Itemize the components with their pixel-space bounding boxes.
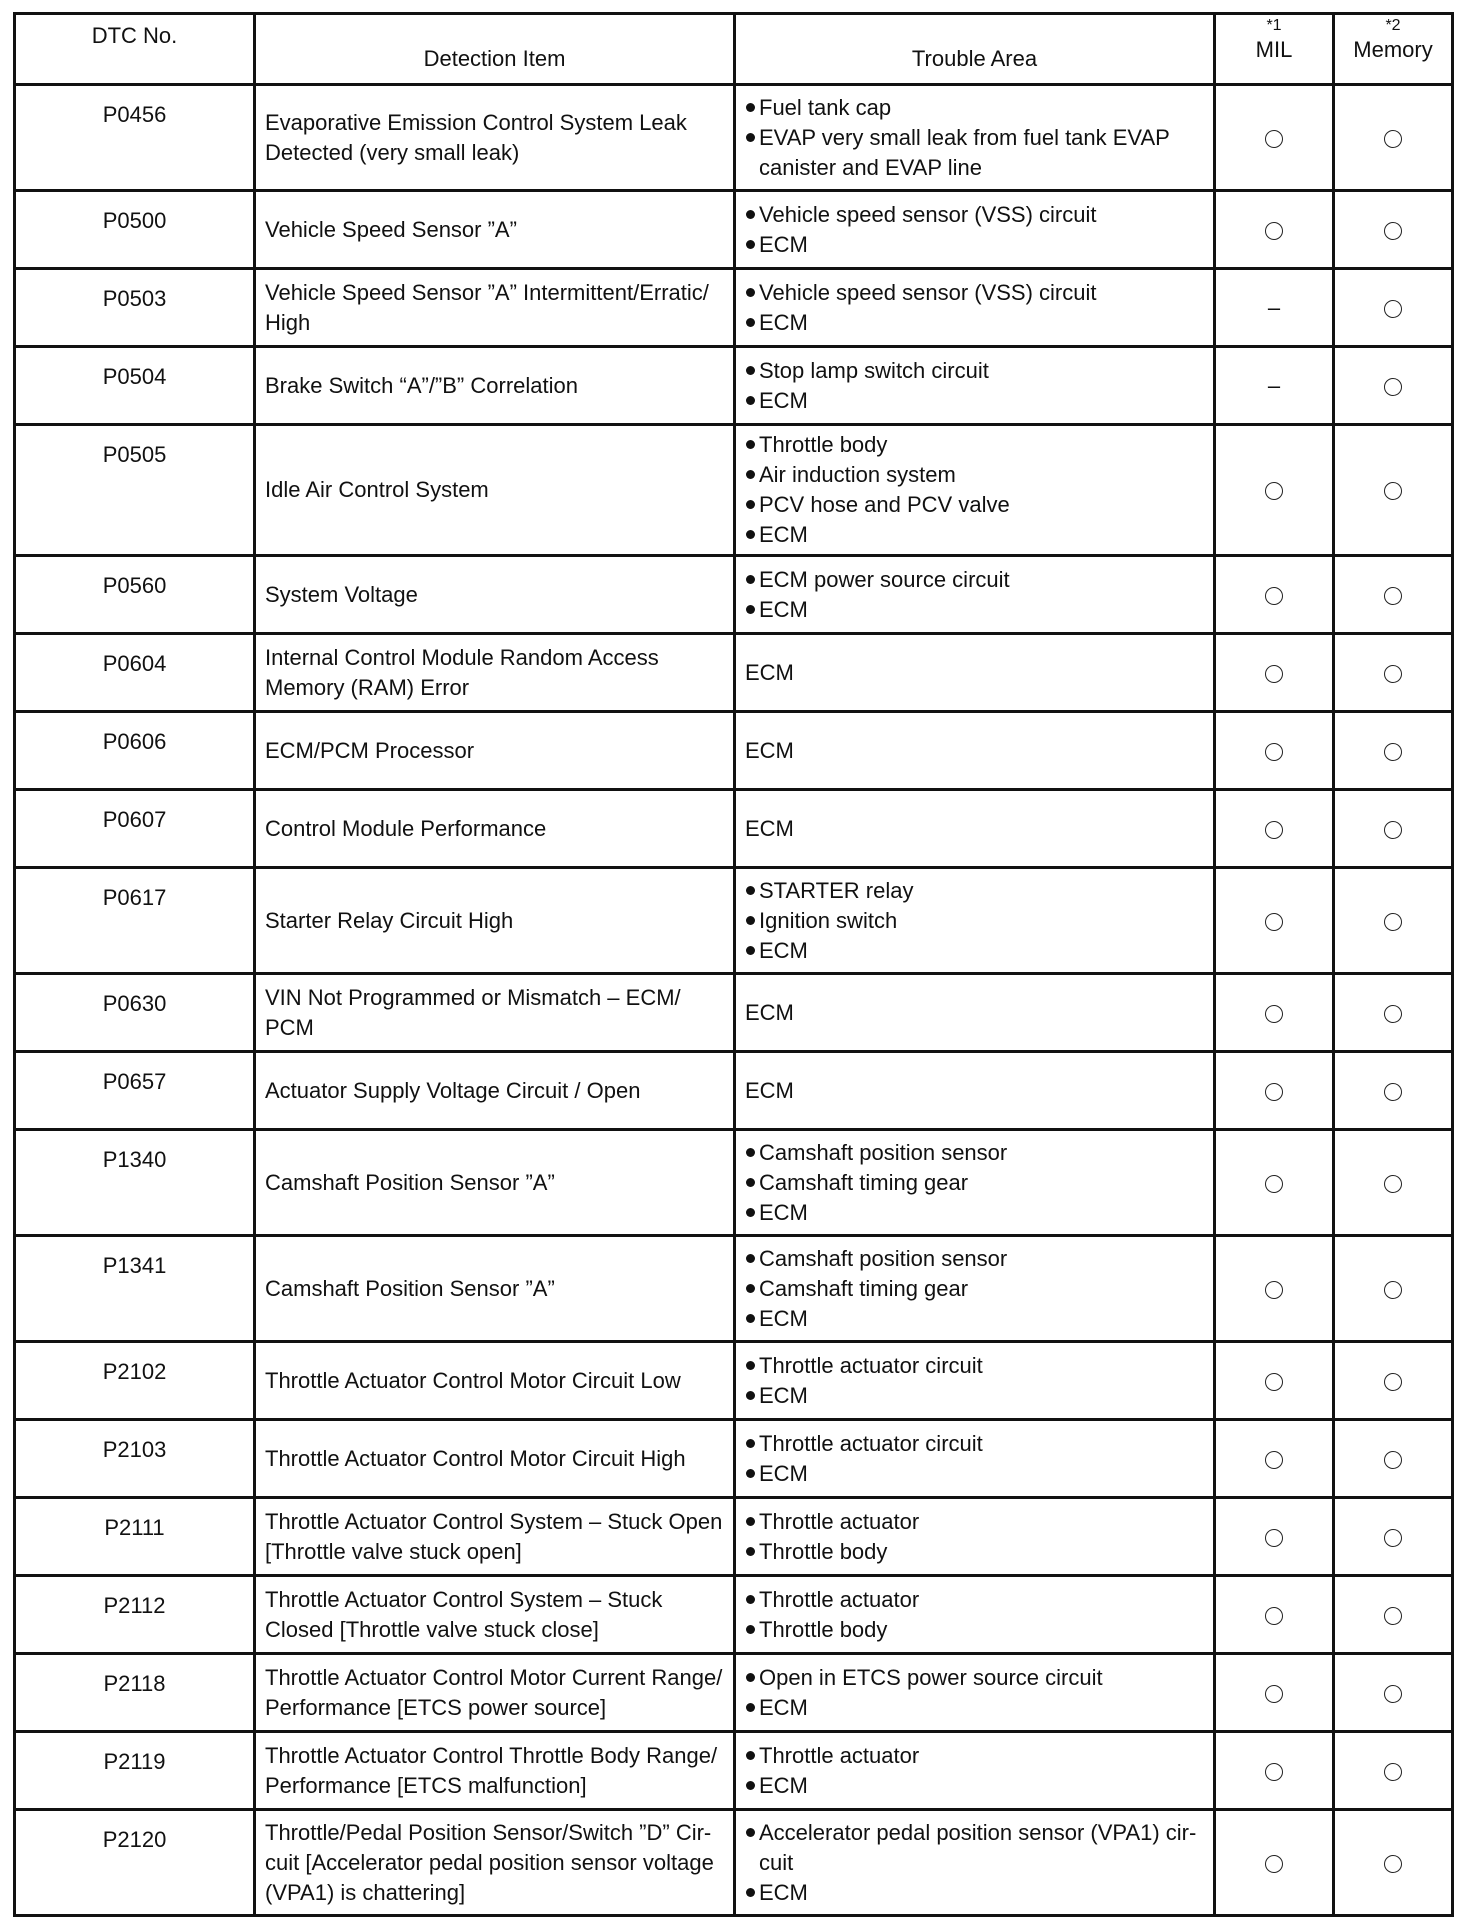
mil-cell [1215,1052,1334,1130]
trouble-area-item: ECM [745,595,1205,625]
trouble-area-item: Stop lamp switch circuit [745,356,1205,386]
trouble-area [735,1732,1215,1810]
detection-item: Throttle/Pedal Position Sensor/Switch ”D” Cir- cuit [Accelerator pedal position sensor voltage (VPA1) is chattering] [255,1810,735,1916]
trouble-area: ECM [735,712,1215,790]
dtc-table [13,12,1454,1917]
table-row [15,974,1453,1052]
dtc-code: P2119 [15,1732,255,1810]
memory-cell [1334,556,1453,634]
table-row [15,1420,1453,1498]
trouble-area-list [745,93,1205,183]
memory-circle-icon [1384,821,1402,839]
trouble-area [735,1342,1215,1420]
trouble-area-item: Air induction system [745,460,1205,490]
header-row [15,14,1453,85]
trouble-area: ECM [735,974,1215,1052]
mil-cell [1215,556,1334,634]
trouble-area-list [745,1507,1205,1567]
memory-cell [1334,1420,1453,1498]
mil-cell [1215,634,1334,712]
mil-label: MIL [1255,37,1293,62]
memory-cell [1334,868,1453,974]
detection-item: ECM/PCM Processor [255,712,735,790]
header-memory [1334,14,1453,85]
mil-circle-icon [1265,1175,1283,1193]
mil-circle-icon [1265,482,1283,500]
trouble-area-item: ECM [745,1693,1205,1723]
dtc-code: P2118 [15,1654,255,1732]
trouble-area-item: ECM [745,936,1205,966]
mil-cell [1215,1420,1334,1498]
header-trouble-area: Trouble Area [735,14,1215,85]
trouble-area [735,1236,1215,1342]
mil-dash: – [1267,294,1281,320]
mil-cell [1215,1498,1334,1576]
table-row [15,1732,1453,1810]
dtc-code: P0630 [15,974,255,1052]
table-row [15,425,1453,556]
memory-cell [1334,347,1453,425]
memory-footnote-mark: *2 [1385,17,1401,34]
header-mil [1215,14,1334,85]
detection-item: Evaporative Emission Control System Leak Detected (very small leak) [255,85,735,191]
trouble-area-item: ECM [745,1878,1205,1908]
mil-cell [1215,269,1334,347]
mil-circle-icon [1265,665,1283,683]
memory-cell [1334,1052,1453,1130]
memory-cell [1334,712,1453,790]
trouble-area-item: EVAP very small leak from fuel tank EVAP canister and EVAP line [745,123,1205,183]
trouble-area-item: ECM [745,230,1205,260]
memory-circle-icon [1384,1855,1402,1873]
memory-circle-icon [1384,665,1402,683]
dtc-code: P0500 [15,191,255,269]
trouble-area-item: Fuel tank cap [745,93,1205,123]
detection-item: Idle Air Control System [255,425,735,556]
table-row [15,1498,1453,1576]
trouble-area-list [745,278,1205,338]
mil-cell [1215,1654,1334,1732]
mil-cell [1215,85,1334,191]
dtc-code: P0617 [15,868,255,974]
memory-circle-icon [1384,1607,1402,1625]
memory-cell [1334,790,1453,868]
trouble-area: ECM [735,1052,1215,1130]
table-row [15,347,1453,425]
trouble-area [735,1576,1215,1654]
memory-cell [1334,1810,1453,1916]
memory-circle-icon [1384,1281,1402,1299]
trouble-area-item: Throttle actuator [745,1585,1205,1615]
dtc-code: P2120 [15,1810,255,1916]
table-row [15,191,1453,269]
mil-footnote-mark: *1 [1266,17,1282,34]
memory-circle-icon [1384,1685,1402,1703]
detection-item: Internal Control Module Random Access Memory (RAM) Error [255,634,735,712]
trouble-area-item: Camshaft position sensor [745,1138,1205,1168]
trouble-area-item: Accelerator pedal position sensor (VPA1) cir- cuit [745,1818,1205,1878]
header-dtc: DTC No. [15,14,255,85]
memory-cell [1334,974,1453,1052]
trouble-area-item: Camshaft timing gear [745,1274,1205,1304]
trouble-area [735,1654,1215,1732]
trouble-area-list [745,1663,1205,1723]
mil-circle-icon [1265,1083,1283,1101]
trouble-area [735,1130,1215,1236]
memory-cell [1334,634,1453,712]
mil-circle-icon [1265,587,1283,605]
trouble-area-list [745,200,1205,260]
dtc-code: P0604 [15,634,255,712]
trouble-area-item: Throttle actuator circuit [745,1429,1205,1459]
detection-item: Brake Switch “A”/”B” Correlation [255,347,735,425]
trouble-area-list [745,356,1205,416]
memory-circle-icon [1384,587,1402,605]
detection-item: Starter Relay Circuit High [255,868,735,974]
memory-circle-icon [1384,1529,1402,1547]
mil-cell [1215,974,1334,1052]
table-row [15,1576,1453,1654]
trouble-area-list [745,1818,1205,1908]
table-row [15,1654,1453,1732]
table-row [15,1236,1453,1342]
table-row [15,269,1453,347]
detection-item: Throttle Actuator Control System – Stuck Open [Throttle valve stuck open] [255,1498,735,1576]
memory-cell [1334,85,1453,191]
trouble-area-item: Vehicle speed sensor (VSS) circuit [745,200,1205,230]
mil-circle-icon [1265,1763,1283,1781]
memory-cell [1334,1236,1453,1342]
mil-cell [1215,1342,1334,1420]
table-row [15,712,1453,790]
trouble-area-item: Camshaft position sensor [745,1244,1205,1274]
mil-dash: – [1267,372,1281,398]
memory-circle-icon [1384,1005,1402,1023]
memory-cell [1334,1732,1453,1810]
trouble-area-item: ECM [745,520,1205,550]
memory-circle-icon [1384,913,1402,931]
trouble-area [735,347,1215,425]
dtc-code: P0503 [15,269,255,347]
mil-cell [1215,191,1334,269]
trouble-area [735,191,1215,269]
trouble-area-item: ECM [745,386,1205,416]
trouble-area-item: Ignition switch [745,906,1205,936]
memory-circle-icon [1384,222,1402,240]
dtc-code: P0657 [15,1052,255,1130]
mil-cell [1215,1236,1334,1342]
table-row [15,868,1453,974]
mil-cell [1215,347,1334,425]
dtc-code: P0504 [15,347,255,425]
detection-item: Throttle Actuator Control System – Stuck Closed [Throttle valve stuck close] [255,1576,735,1654]
trouble-area-list [745,1138,1205,1228]
trouble-area [735,556,1215,634]
detection-item: Control Module Performance [255,790,735,868]
table-row [15,1342,1453,1420]
trouble-area [735,868,1215,974]
mil-cell [1215,1732,1334,1810]
memory-circle-icon [1384,1175,1402,1193]
detection-item: Throttle Actuator Control Motor Circuit High [255,1420,735,1498]
mil-circle-icon [1265,1607,1283,1625]
mil-cell [1215,1130,1334,1236]
trouble-area-item: ECM [745,1459,1205,1489]
memory-label: Memory [1353,37,1433,62]
mil-circle-icon [1265,1451,1283,1469]
mil-cell [1215,425,1334,556]
trouble-area-item: Throttle actuator [745,1507,1205,1537]
trouble-area-list [745,1429,1205,1489]
mil-circle-icon [1265,130,1283,148]
dtc-code: P0456 [15,85,255,191]
memory-cell [1334,269,1453,347]
trouble-area-item: Vehicle speed sensor (VSS) circuit [745,278,1205,308]
trouble-area-list [745,565,1205,625]
memory-cell [1334,1654,1453,1732]
mil-circle-icon [1265,1529,1283,1547]
dtc-code: P2103 [15,1420,255,1498]
memory-cell [1334,1342,1453,1420]
dtc-code: P0607 [15,790,255,868]
mil-circle-icon [1265,821,1283,839]
trouble-area-list [745,1585,1205,1645]
detection-item: System Voltage [255,556,735,634]
trouble-area-item: PCV hose and PCV valve [745,490,1205,520]
mil-circle-icon [1265,743,1283,761]
trouble-area-item: Throttle actuator [745,1741,1205,1771]
table-row [15,1130,1453,1236]
trouble-area-list [745,1741,1205,1801]
trouble-area-list [745,1351,1205,1411]
trouble-area [735,1420,1215,1498]
trouble-area [735,425,1215,556]
memory-circle-icon [1384,130,1402,148]
dtc-code: P2112 [15,1576,255,1654]
memory-circle-icon [1384,743,1402,761]
dtc-code: P2102 [15,1342,255,1420]
table-row [15,1810,1453,1916]
table-row [15,556,1453,634]
detection-item: Throttle Actuator Control Motor Current Range/ Performance [ETCS power source] [255,1654,735,1732]
detection-item: Vehicle Speed Sensor ”A” [255,191,735,269]
memory-circle-icon [1384,1373,1402,1391]
trouble-area-list [745,1244,1205,1334]
memory-circle-icon [1384,1763,1402,1781]
trouble-area [735,1498,1215,1576]
mil-cell [1215,712,1334,790]
mil-circle-icon [1265,1373,1283,1391]
detection-item: Actuator Supply Voltage Circuit / Open [255,1052,735,1130]
trouble-area-item: Camshaft timing gear [745,1168,1205,1198]
table-row [15,790,1453,868]
mil-circle-icon [1265,1005,1283,1023]
dtc-code: P0606 [15,712,255,790]
detection-item: VIN Not Programmed or Mismatch – ECM/ PCM [255,974,735,1052]
trouble-area-item: Throttle actuator circuit [745,1351,1205,1381]
detection-item: Camshaft Position Sensor ”A” [255,1130,735,1236]
table-row [15,634,1453,712]
detection-item: Camshaft Position Sensor ”A” [255,1236,735,1342]
trouble-area-item: STARTER relay [745,876,1205,906]
memory-circle-icon [1384,300,1402,318]
trouble-area: ECM [735,790,1215,868]
mil-cell [1215,868,1334,974]
trouble-area-item: ECM [745,1771,1205,1801]
trouble-area-item: Throttle body [745,1537,1205,1567]
trouble-area-list [745,876,1205,966]
trouble-area-item: Throttle body [745,1615,1205,1645]
trouble-area-item: ECM power source circuit [745,565,1205,595]
detection-item: Throttle Actuator Control Motor Circuit Low [255,1342,735,1420]
memory-circle-icon [1384,378,1402,396]
trouble-area [735,269,1215,347]
mil-circle-icon [1265,1281,1283,1299]
trouble-area-item: ECM [745,1198,1205,1228]
trouble-area: ECM [735,634,1215,712]
dtc-table-body [15,85,1453,1916]
dtc-code: P1341 [15,1236,255,1342]
header-detection-item: Detection Item [255,14,735,85]
trouble-area-item: Throttle body [745,430,1205,460]
dtc-code: P2111 [15,1498,255,1576]
memory-cell [1334,191,1453,269]
mil-cell [1215,1576,1334,1654]
mil-cell [1215,1810,1334,1916]
trouble-area-item: ECM [745,1381,1205,1411]
memory-cell [1334,1576,1453,1654]
mil-circle-icon [1265,913,1283,931]
dtc-code: P0505 [15,425,255,556]
mil-circle-icon [1265,1855,1283,1873]
memory-cell [1334,425,1453,556]
detection-item: Vehicle Speed Sensor ”A” Intermittent/Erratic/ High [255,269,735,347]
dtc-code: P1340 [15,1130,255,1236]
mil-circle-icon [1265,1685,1283,1703]
dtc-code: P0560 [15,556,255,634]
trouble-area-item: ECM [745,1304,1205,1334]
table-row [15,85,1453,191]
trouble-area-list [745,430,1205,550]
trouble-area-item: Open in ETCS power source circuit [745,1663,1205,1693]
trouble-area [735,1810,1215,1916]
memory-circle-icon [1384,1083,1402,1101]
memory-circle-icon [1384,1451,1402,1469]
mil-circle-icon [1265,222,1283,240]
detection-item: Throttle Actuator Control Throttle Body Range/ Performance [ETCS malfunction] [255,1732,735,1810]
trouble-area-item: ECM [745,308,1205,338]
memory-circle-icon [1384,482,1402,500]
mil-cell [1215,790,1334,868]
table-row [15,1052,1453,1130]
memory-cell [1334,1130,1453,1236]
memory-cell [1334,1498,1453,1576]
trouble-area [735,85,1215,191]
